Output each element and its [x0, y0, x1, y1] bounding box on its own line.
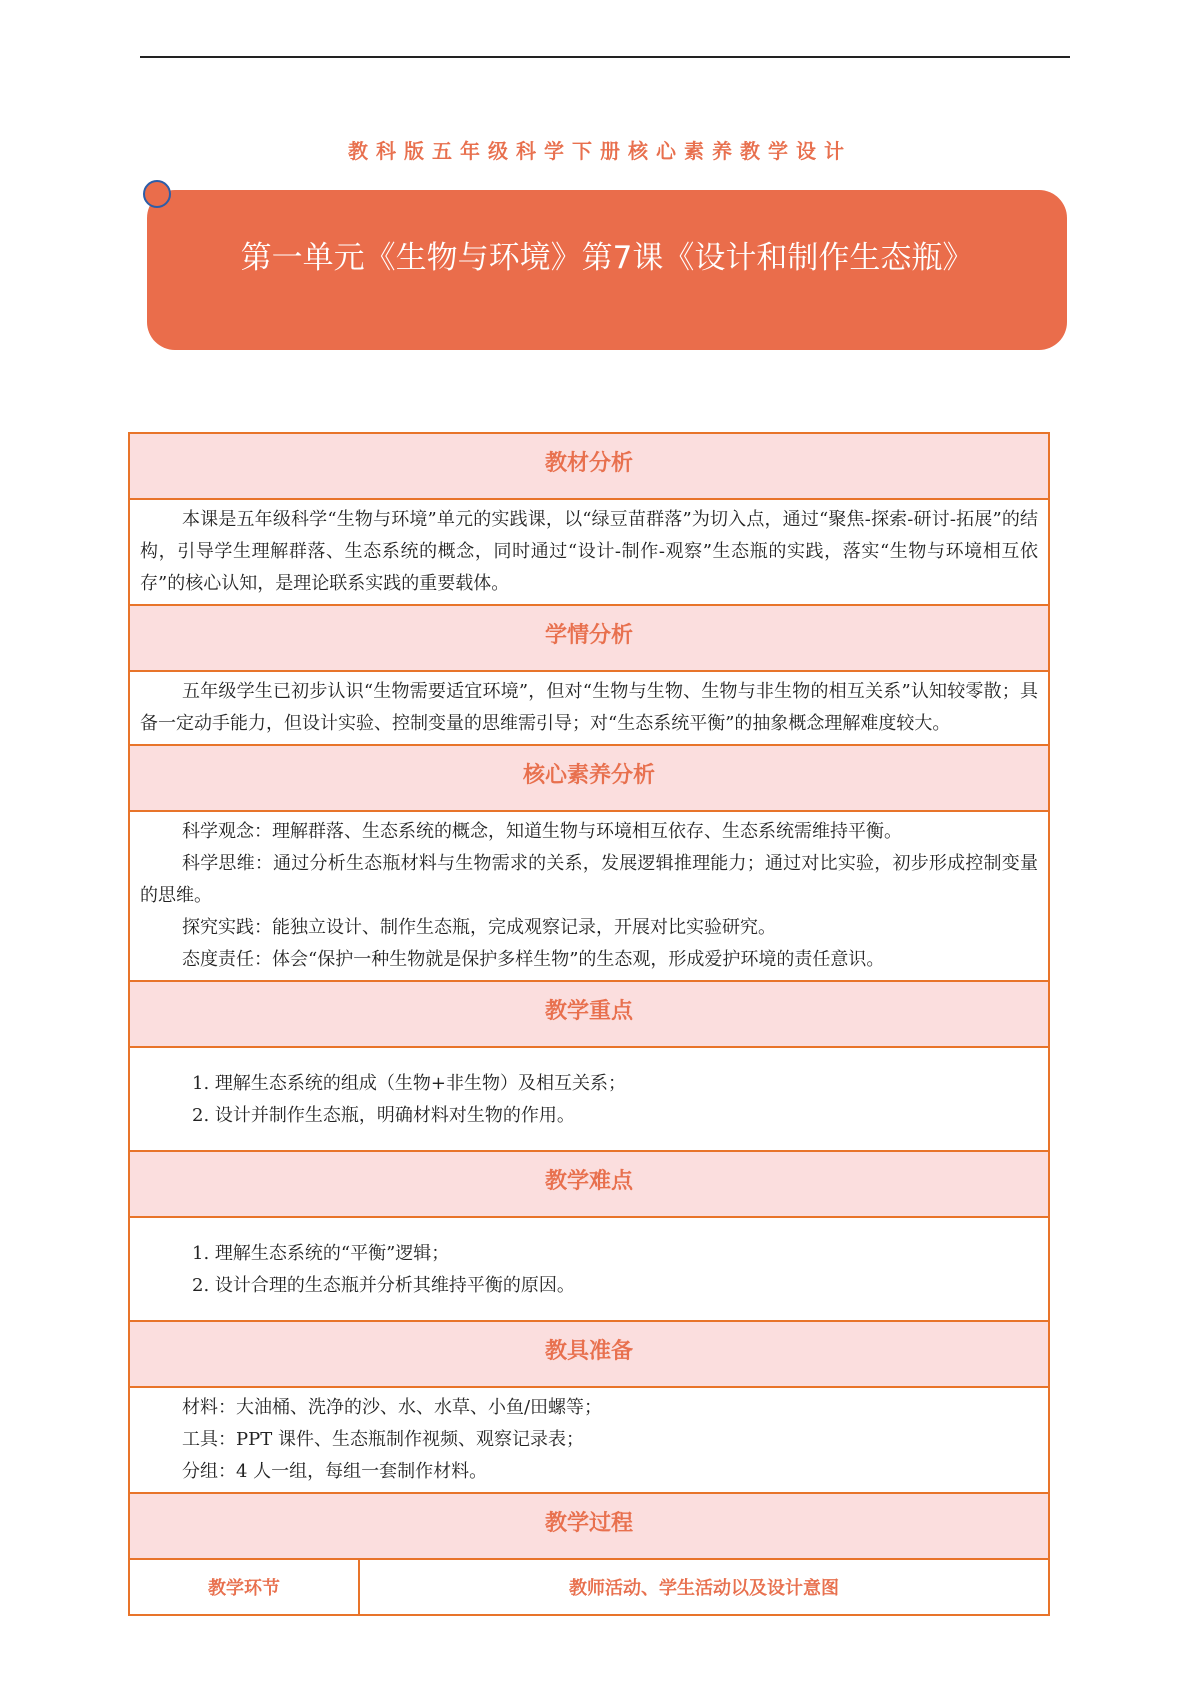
preparation-item: 分组：4 人一组，每组一套制作材料。	[182, 1461, 488, 1482]
section-heading-core: 核心素养分析	[130, 746, 1048, 812]
title-banner	[147, 190, 1067, 350]
section-body-student	[130, 672, 1048, 746]
key-point-item: 1. 理解生态系统的组成（生物+非生物）及相互关系；	[192, 1073, 626, 1094]
material-paragraph: 本课是五年级科学“生物与环境”单元的实践课，以“绿豆苗群落”为切入点，通过“聚焦-探索-研讨-拓展”的结构，引导学生理解群落、生态系统的概念，同时通过“设计-制作-观察”生态瓶的实践，落实“生物与环境相互依存”的核心认知，是理论联系实践的重要载体。	[140, 509, 1038, 594]
lesson-plan-table	[128, 432, 1050, 1616]
section-body-material	[130, 500, 1048, 606]
section-heading-key-points: 教学重点	[130, 982, 1048, 1048]
lesson-title: 第一单元《生物与环境》第7课《设计和制作生态瓶》	[240, 240, 974, 276]
section-body-key-points	[130, 1048, 1048, 1152]
preparation-item: 工具：PPT 课件、生态瓶制作视频、观察记录表；	[182, 1429, 584, 1450]
column-header-stage: 教学环节	[130, 1560, 360, 1614]
section-heading-preparation: 教具准备	[130, 1322, 1048, 1388]
difficult-point-item: 1. 理解生态系统的“平衡”逻辑；	[192, 1243, 450, 1264]
key-point-item: 2. 设计并制作生态瓶，明确材料对生物的作用。	[192, 1105, 575, 1126]
section-heading-process: 教学过程	[130, 1494, 1048, 1560]
column-header-activity: 教师活动、学生活动以及设计意图	[569, 1578, 839, 1599]
section-heading-material: 教材分析	[130, 434, 1048, 500]
series-title: 教科版五年级科学下册核心素养教学设计	[348, 139, 852, 163]
section-body-preparation	[130, 1388, 1048, 1494]
process-header-row	[130, 1560, 1048, 1614]
top-rule	[140, 56, 1070, 58]
section-body-difficult-points	[130, 1218, 1048, 1322]
section-heading-student: 学情分析	[130, 606, 1048, 672]
banner-dot-decoration	[143, 180, 171, 208]
core-item: 态度责任：体会“保护一种生物就是保护多样生物”的生态观，形成爱护环境的责任意识。	[182, 949, 885, 970]
section-heading-difficult-points: 教学难点	[130, 1152, 1048, 1218]
core-item: 科学思维：通过分析生态瓶材料与生物需求的关系，发展逻辑推理能力；通过对比实验，初步形成控制变量的思维。	[140, 853, 1038, 906]
difficult-point-item: 2. 设计合理的生态瓶并分析其维持平衡的原因。	[192, 1275, 575, 1296]
core-item: 科学观念：理解群落、生态系统的概念，知道生物与环境相互依存、生态系统需维持平衡。	[182, 821, 902, 842]
core-item: 探究实践：能独立设计、制作生态瓶，完成观察记录，开展对比实验研究。	[182, 917, 776, 938]
section-body-core	[130, 812, 1048, 982]
student-paragraph: 五年级学生已初步认识“生物需要适宜环境”，但对“生物与生物、生物与非生物的相互关系”认知较零散；具备一定动手能力，但设计实验、控制变量的思维需引导；对“生态系统平衡”的抽象概念理解难度较大。	[140, 681, 1038, 734]
preparation-item: 材料：大油桶、洗净的沙、水、水草、小鱼/田螺等；	[182, 1397, 603, 1418]
